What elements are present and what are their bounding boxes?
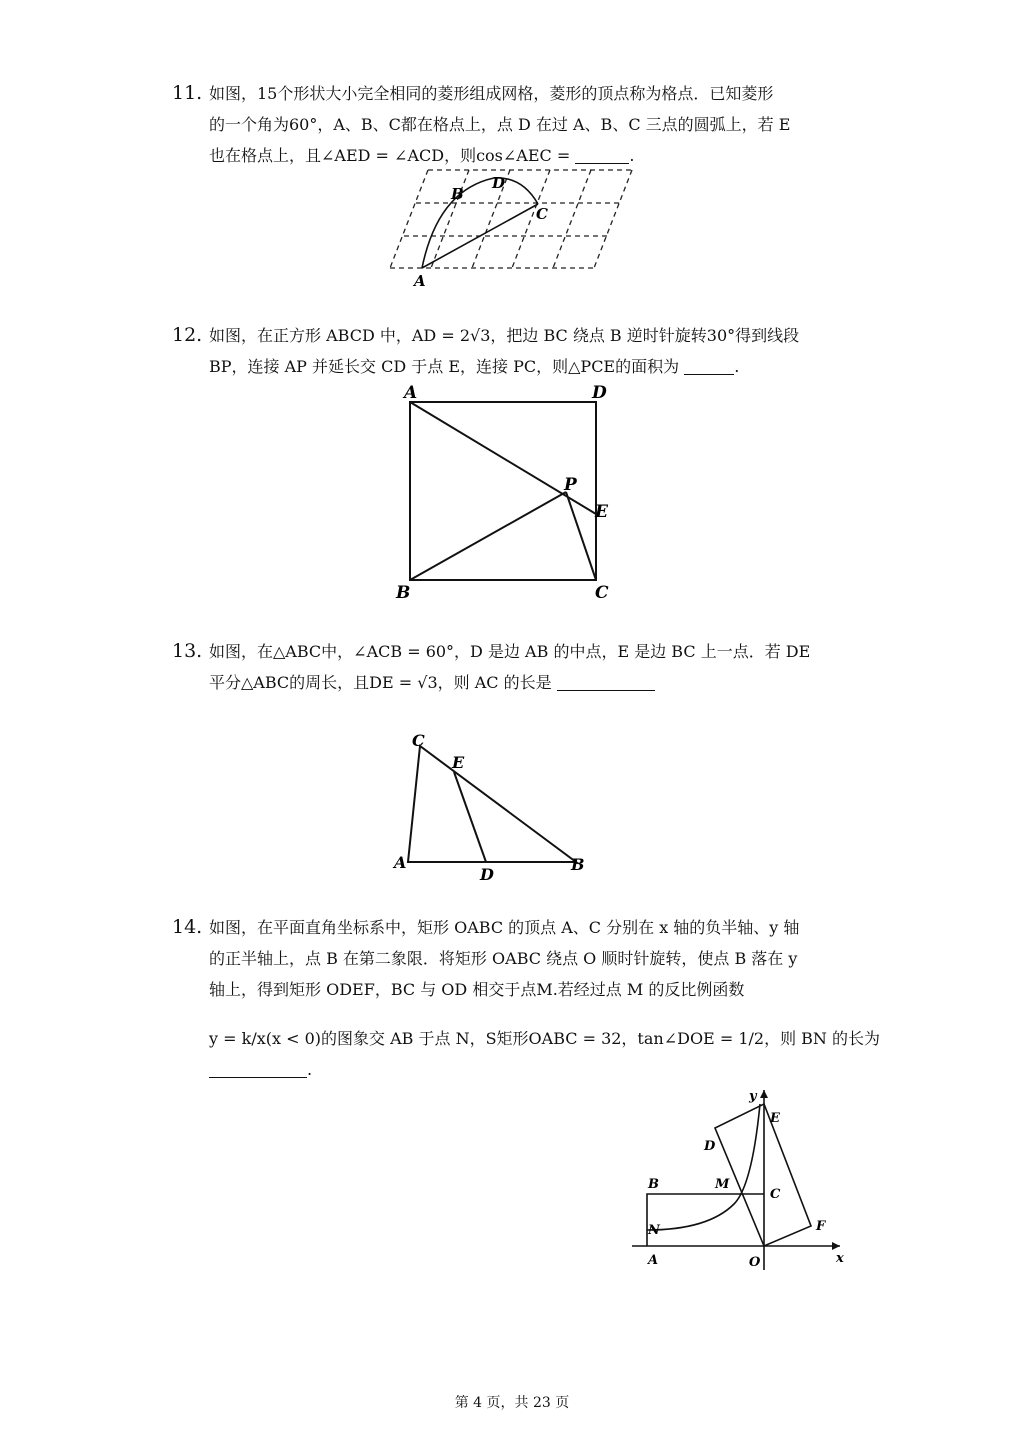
question-number: 13. bbox=[172, 640, 203, 662]
question-number: 11. bbox=[172, 82, 203, 104]
figure-14-coordinate bbox=[628, 1084, 858, 1274]
segment-ac bbox=[422, 204, 538, 268]
question-text-line: 如图，15个形状大小完全相同的菱形组成网格，菱形的顶点称为格点．已知菱形 bbox=[209, 84, 774, 103]
rectangle-odef bbox=[715, 1104, 811, 1246]
y-axis-arrow bbox=[760, 1090, 768, 1098]
figure-11-rhombus-grid bbox=[380, 160, 640, 290]
figure-13-triangle bbox=[388, 726, 598, 886]
question-text-line: 如图，在平面直角坐标系中，矩形 OABC 的顶点 A、C 分别在 x 轴的负半轴、y 轴 bbox=[209, 918, 800, 937]
label-x: x bbox=[836, 1251, 844, 1266]
label-a: A bbox=[414, 272, 426, 290]
label-b: B bbox=[648, 1177, 659, 1192]
label-d: D bbox=[492, 174, 506, 192]
label-o: O bbox=[749, 1255, 761, 1270]
end-mark: . bbox=[629, 146, 635, 165]
question-text-line: 轴上，得到矩形 ODEF，BC 与 OD 相交于点M.若经过点 M 的反比例函数 bbox=[209, 980, 745, 999]
arc-abc bbox=[422, 178, 538, 268]
label-e: E bbox=[770, 1111, 780, 1126]
answer-blank[interactable] bbox=[557, 672, 655, 691]
figure-12-square bbox=[390, 378, 620, 606]
question-number: 14. bbox=[172, 916, 203, 938]
label-p: P bbox=[564, 475, 577, 495]
label-f: F bbox=[816, 1219, 826, 1234]
label-d: D bbox=[592, 383, 607, 403]
inverse-function-curve bbox=[647, 1104, 760, 1230]
label-y: y bbox=[749, 1089, 757, 1104]
question-text: 也在格点上，且∠AED = ∠ACD，则cos∠AEC = bbox=[209, 146, 571, 165]
question-text-line bbox=[209, 667, 655, 698]
question-text-line bbox=[209, 1054, 312, 1085]
label-d: D bbox=[704, 1139, 716, 1154]
label-e: E bbox=[452, 753, 465, 772]
label-c: C bbox=[412, 731, 425, 750]
question-text-line: 的一个角为60°，A、B、C都在格点上，点 D 在过 A、B、C 三点的圆弧上，若 E bbox=[209, 115, 791, 134]
question-text-line: 如图，在正方形 ABCD 中，AD = 2√3，把边 BC 绕点 B 逆时针旋转30°得到线段 bbox=[209, 326, 800, 345]
label-b: B bbox=[571, 855, 585, 874]
question-text: BP，连接 AP 并延长交 CD 于点 E，连接 PC，则△PCE的面积为 bbox=[209, 357, 680, 376]
answer-blank[interactable] bbox=[684, 356, 734, 375]
label-a: A bbox=[404, 383, 418, 403]
question-text: 平分△ABC的周长，且DE = √3，则 AC 的长是 bbox=[209, 673, 552, 692]
end-mark: . bbox=[734, 357, 740, 376]
label-m: M bbox=[715, 1177, 730, 1192]
triangle-abc bbox=[408, 746, 576, 862]
label-c: C bbox=[536, 205, 548, 223]
answer-blank[interactable] bbox=[209, 1059, 307, 1078]
question-text-line: 的正半轴上，点 B 在第二象限．将矩形 OABC 绕点 O 顺时针旋转，使点 B 落在 y bbox=[209, 949, 798, 968]
label-c: C bbox=[595, 583, 609, 603]
question-text-line: y = k/x(x < 0)的图象交 AB 于点 N，S矩形OABC = 32，tan∠DOE = 1/2，则 BN 的长为 bbox=[209, 1029, 880, 1048]
label-e: E bbox=[595, 502, 608, 522]
label-n: N bbox=[648, 1223, 660, 1238]
page-footer: 第 4 页，共 23 页 bbox=[454, 1395, 570, 1411]
label-d: D bbox=[480, 865, 494, 884]
end-mark: . bbox=[307, 1060, 313, 1079]
x-axis-arrow bbox=[832, 1242, 840, 1250]
label-b: B bbox=[396, 583, 411, 603]
question-number: 12. bbox=[172, 324, 203, 346]
label-c: C bbox=[770, 1187, 781, 1202]
label-a: A bbox=[648, 1253, 659, 1268]
question-text-line: 如图，在△ABC中，∠ACB = 60°，D 是边 AB 的中点，E 是边 BC 上一点．若 DE bbox=[209, 642, 811, 661]
label-a: A bbox=[394, 853, 407, 872]
label-b: B bbox=[451, 185, 464, 203]
